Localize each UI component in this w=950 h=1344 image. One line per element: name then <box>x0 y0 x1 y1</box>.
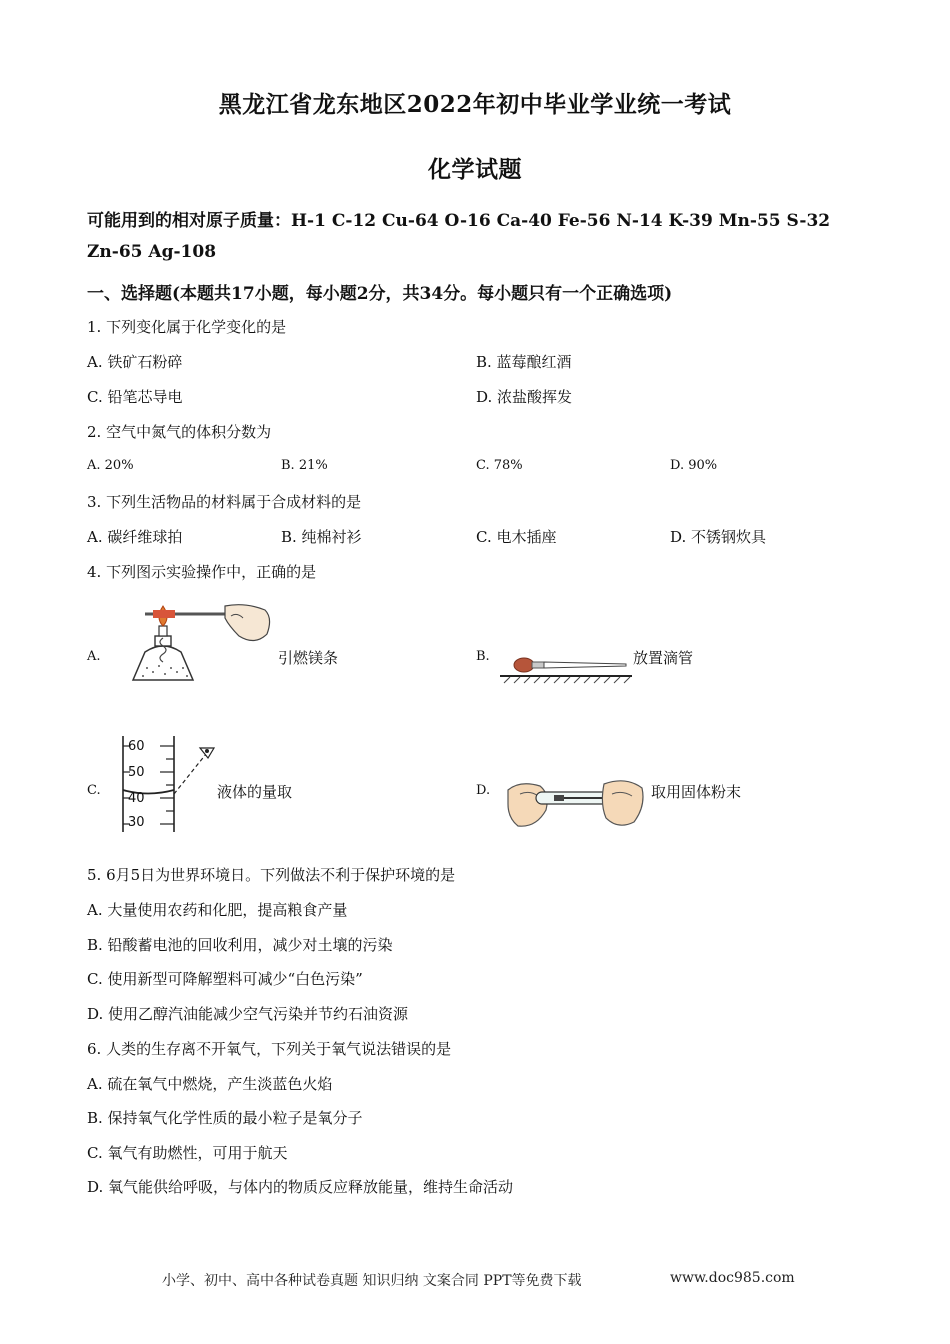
question-6-option-a: A. 硫在氧气中燃烧，产生淡蓝色火焰 <box>87 1075 333 1093</box>
atomic-mass-line-1: 可能用到的相对原子质量：H-1 C-12 Cu-64 O-16 Ca-40 Fe-56 N-14 K-39 Mn-55 S-32 <box>87 211 831 231</box>
question-1-option-d: D. 浓盐酸挥发 <box>476 388 573 406</box>
question-3-option-d: D. 不锈钢炊具 <box>670 528 767 546</box>
question-4-stem: 4. 下列图示实验操作中，正确的是 <box>87 563 317 581</box>
question-2-option-b: B. 21% <box>281 458 328 473</box>
question-4-option-b-caption: 放置滴管 <box>633 649 694 667</box>
question-4-option-a-letter: A. <box>87 649 101 664</box>
question-2-option-c: C. 78% <box>476 458 523 473</box>
alcohol-lamp-illustration <box>125 596 275 688</box>
question-5-option-d: D. 使用乙醇汽油能减少空气污染并节约石油资源 <box>87 1005 409 1023</box>
footer-promo-text: 小学、初中、高中各种试卷真题 知识归纳 文案合同 PPT等免费下载 <box>162 1273 582 1289</box>
question-5-option-a: A. 大量使用农药和化肥，提高粮食产量 <box>87 901 348 919</box>
question-5-option-b: B. 铅酸蓄电池的回收利用，减少对土壤的污染 <box>87 936 393 954</box>
question-2-stem: 2. 空气中氮气的体积分数为 <box>87 423 272 441</box>
question-3-stem: 3. 下列生活物品的材料属于合成材料的是 <box>87 493 362 511</box>
question-1-stem: 1. 下列变化属于化学变化的是 <box>87 318 287 336</box>
question-2-option-d: D. 90% <box>670 458 718 473</box>
dropper-illustration <box>500 655 635 687</box>
question-4-option-d-letter: D. <box>476 783 491 798</box>
atomic-mass-line-2: Zn-65 Ag-108 <box>87 242 217 262</box>
question-5-stem: 5. 6月5日为世界环境日。下列做法不利于保护环境的是 <box>87 866 456 884</box>
question-1-option-c: C. 铅笔芯导电 <box>87 388 183 406</box>
cylinder-tick-60: 60 <box>128 739 145 754</box>
question-6-option-c: C. 氧气有助燃性，可用于航天 <box>87 1144 288 1162</box>
question-1-option-a: A. 铁矿石粉碎 <box>87 353 183 371</box>
exam-subtitle: 化学试题 <box>428 156 522 183</box>
footer-website-link[interactable]: www.doc985.com <box>670 1270 795 1286</box>
question-4-option-c-caption: 液体的量取 <box>217 783 293 801</box>
cylinder-tick-50: 50 <box>128 765 145 780</box>
question-4-option-c-letter: C. <box>87 783 101 798</box>
question-4-option-d-caption: 取用固体粉末 <box>651 783 742 801</box>
question-3-option-a: A. 碳纤维球拍 <box>87 528 183 546</box>
question-6-stem: 6. 人类的生存离不开氧气，下列关于氧气说法错误的是 <box>87 1040 452 1058</box>
question-6-option-d: D. 氧气能供给呼吸，与体内的物质反应释放能量，维持生命活动 <box>87 1178 514 1196</box>
question-6-option-b: B. 保持氧气化学性质的最小粒子是氧分子 <box>87 1109 363 1127</box>
question-1-option-b: B. 蓝莓酿红酒 <box>476 353 572 371</box>
test-tube-hands-illustration <box>506 770 646 834</box>
question-3-option-c: C. 电木插座 <box>476 528 557 546</box>
question-4-option-a-caption: 引燃镁条 <box>278 649 339 667</box>
cylinder-tick-40: 40 <box>128 791 145 806</box>
cylinder-tick-30: 30 <box>128 815 145 830</box>
question-2-option-a: A. 20% <box>87 458 134 473</box>
section-heading: 一、选择题(本题共17小题，每小题2分，共34分。每小题只有一个正确选项) <box>87 284 673 304</box>
question-4-option-b-letter: B. <box>476 649 490 664</box>
exam-title: 黑龙江省龙东地区2022年初中毕业学业统一考试 <box>218 91 732 118</box>
question-3-option-b: B. 纯棉衬衫 <box>281 528 362 546</box>
question-5-option-c: C. 使用新型可降解塑料可减少“白色污染” <box>87 970 363 988</box>
